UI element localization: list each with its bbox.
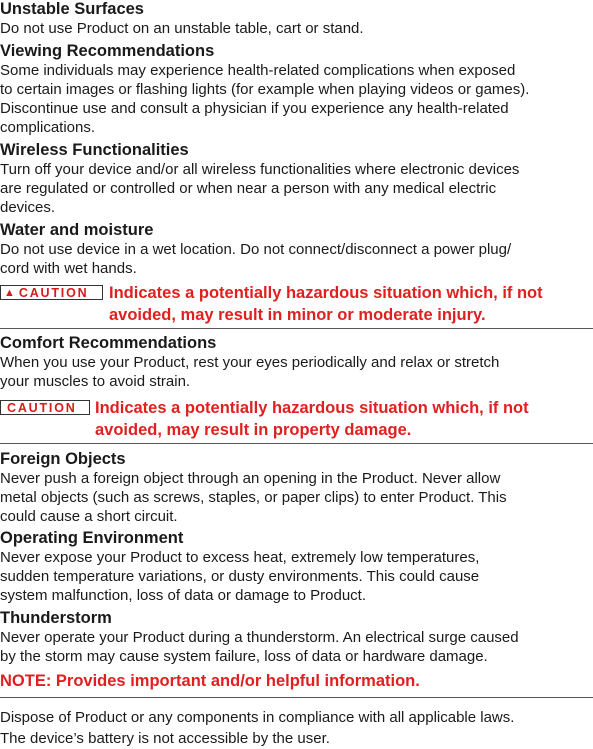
body-line: sudden temperature variations, or dusty environments. This could cause xyxy=(0,568,480,585)
body-line: Some individuals may experience health-related complications when exposed xyxy=(0,62,516,79)
caution-message xyxy=(109,282,543,326)
section-body: Do not use Product on an unstable table, cart or stand. xyxy=(0,20,364,37)
body-line: When you use your Product, rest your eyes periodically and relax or stretch xyxy=(0,354,500,371)
caution-badge-label: CAUTION xyxy=(7,400,77,415)
body-line: are regulated or controlled or when near a person with any medical electric xyxy=(0,180,497,197)
section-operating-environment xyxy=(0,529,593,605)
divider xyxy=(0,443,593,444)
section-wireless-functionalities xyxy=(0,141,593,217)
dispose-statement: Dispose of Product or any components in compliance with all applicable laws. xyxy=(0,709,515,726)
footer-statements xyxy=(0,707,593,749)
caution-line: avoided, may result in property damage. xyxy=(95,421,412,439)
body-line: metal objects (such as screws, staples, or paper clips) to enter Product. This xyxy=(0,489,507,506)
section-foreign-objects xyxy=(0,450,593,526)
section-viewing-recommendations xyxy=(0,42,593,137)
body-line: Never push a foreign object through an opening in the Product. Never allow xyxy=(0,470,501,487)
divider xyxy=(0,697,593,698)
caution-line: Indicates a potentially hazardous situation which, if not xyxy=(109,284,543,302)
section-heading: Water and moisture xyxy=(0,221,154,239)
body-line: to certain images or flashing lights (for example when playing videos or games). xyxy=(0,81,530,98)
body-line: Discontinue use and consult a physician if you experience any health-related xyxy=(0,100,509,117)
caution-badge xyxy=(0,285,103,300)
body-line: cord with wet hands. xyxy=(0,260,137,277)
body-line: Do not use device in a wet location. Do not connect/disconnect a power plug/ xyxy=(0,241,512,258)
section-heading: Comfort Recommendations xyxy=(0,334,217,352)
battery-statement: The device’s battery is not accessible by the user. xyxy=(0,730,330,747)
section-heading: Operating Environment xyxy=(0,529,184,547)
body-line: system malfunction, loss of data or damage to Product. xyxy=(0,587,367,604)
section-unstable-surfaces xyxy=(0,0,593,38)
section-heading: Thunderstorm xyxy=(0,609,112,627)
caution-badge-label: CAUTION xyxy=(18,285,89,300)
body-line: Turn off your device and/or all wireless functionalities where electronic devices xyxy=(0,161,520,178)
section-heading: Viewing Recommendations xyxy=(0,42,215,60)
body-line: devices. xyxy=(0,199,56,216)
section-thunderstorm xyxy=(0,609,593,666)
body-line: by the storm may cause system failure, loss of data or hardware damage. xyxy=(0,648,488,665)
body-line: could cause a short circuit. xyxy=(0,508,178,525)
caution-line: avoided, may result in minor or moderate injury. xyxy=(109,306,486,324)
body-line: Never expose your Product to excess heat, extremely low temperatures, xyxy=(0,549,480,566)
body-line: complications. xyxy=(0,119,96,136)
warning-triangle-icon: ▲ xyxy=(4,286,15,299)
section-heading: Wireless Functionalities xyxy=(0,141,189,159)
caution-message xyxy=(95,397,529,441)
caution-line: Indicates a potentially hazardous situation which, if not xyxy=(95,399,529,417)
note-line: NOTE: Provides important and/or helpful information. xyxy=(0,672,420,690)
section-heading: Foreign Objects xyxy=(0,450,126,468)
section-heading: Unstable Surfaces xyxy=(0,0,144,18)
caution-badge xyxy=(0,400,90,415)
body-line: Never operate your Product during a thunderstorm. An electrical surge caused xyxy=(0,629,519,646)
section-comfort-recommendations xyxy=(0,334,593,391)
section-water-moisture xyxy=(0,221,593,278)
body-line: your muscles to avoid strain. xyxy=(0,373,191,390)
divider xyxy=(0,328,593,329)
